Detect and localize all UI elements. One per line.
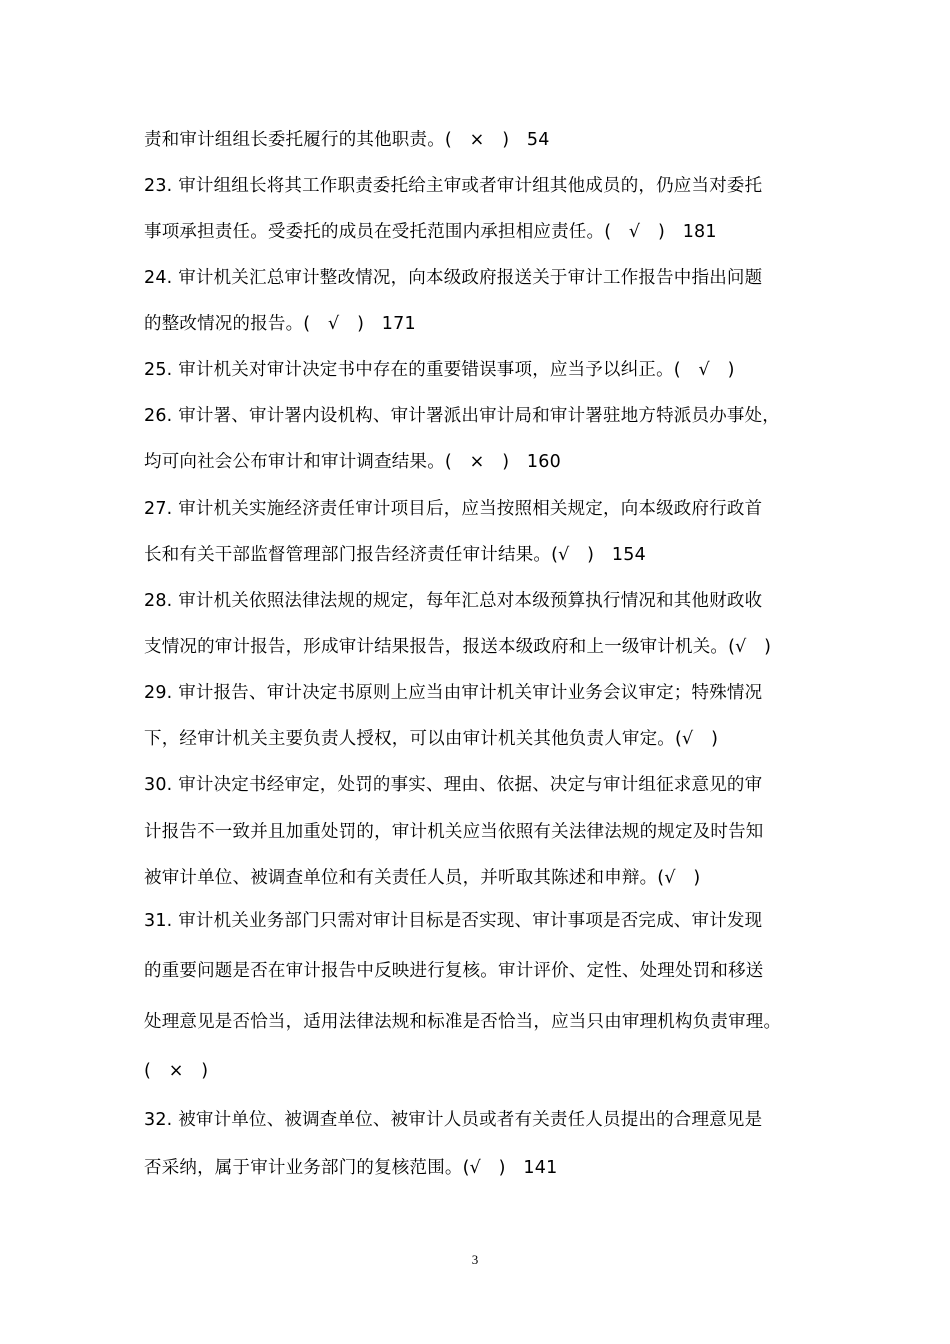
text-line: 28. 审计机关依照法律法规的规定，每年汇总对本级预算执行情况和其他财政收 — [144, 591, 763, 611]
text-line: 下，经审计机关主要负责人授权，可以由审计机关其他负责人审定。(√ ) — [144, 729, 719, 749]
text-line: 27. 审计机关实施经济责任审计项目后，应当按照相关规定，向本级政府行政首 — [144, 499, 763, 519]
text-line: 均可向社会公布审计和审计调查结果。( × ) 160 — [144, 452, 561, 472]
page-number: 3 — [471, 1252, 479, 1267]
text-line: 29. 审计报告、审计决定书原则上应当由审计机关审计业务会议审定；特殊情况 — [144, 683, 763, 703]
text-line: 计报告不一致并且加重处罚的，审计机关应当依照有关法律法规的规定及时告知 — [144, 822, 764, 842]
text-line: 否采纳，属于审计业务部门的复核范围。(√ ) 141 — [144, 1158, 558, 1178]
text-line: 事项承担责任。受委托的成员在受托范围内承担相应责任。( √ ) 181 — [144, 222, 717, 242]
text-line: 30. 审计决定书经审定，处罚的事实、理由、依据、决定与审计组征求意见的审 — [144, 775, 763, 795]
text-line: 处理意见是否恰当，适用法律法规和标准是否恰当，应当只由审理机构负责审理。 — [144, 1012, 782, 1032]
text-line: 32. 被审计单位、被调查单位、被审计人员或者有关责任人员提出的合理意见是 — [144, 1110, 763, 1130]
text-line: 的整改情况的报告。( √ ) 171 — [144, 314, 416, 334]
text-line: 25. 审计机关对审计决定书中存在的重要错误事项，应当予以纠正。( √ ) — [144, 360, 735, 380]
text-line: 支情况的审计报告，形成审计结果报告，报送本级政府和上一级审计机关。(√ ) — [144, 637, 772, 657]
text-line: 23. 审计组组长将其工作职责委托给主审或者审计组其他成员的，仍应当对委托 — [144, 176, 763, 196]
text-line: 长和有关干部监督管理部门报告经济责任审计结果。(√ ) 154 — [144, 545, 646, 565]
text-line: 责和审计组组长委托履行的其他职责。( × ) 54 — [144, 130, 550, 150]
text-line: 26. 审计署、审计署内设机构、审计署派出审计局和审计署驻地方特派员办事处， — [144, 406, 780, 426]
text-line: 31. 审计机关业务部门只需对审计目标是否实现、审计事项是否完成、审计发现 — [144, 911, 763, 931]
text-line: ( × ) — [144, 1061, 209, 1081]
text-line: 被审计单位、被调查单位和有关责任人员，并听取其陈述和申辩。(√ ) — [144, 868, 701, 888]
text-line: 24. 审计机关汇总审计整改情况，向本级政府报送关于审计工作报告中指出问题 — [144, 268, 763, 288]
text-line: 的重要问题是否在审计报告中反映进行复核。审计评价、定性、处理处罚和移送 — [144, 961, 764, 981]
